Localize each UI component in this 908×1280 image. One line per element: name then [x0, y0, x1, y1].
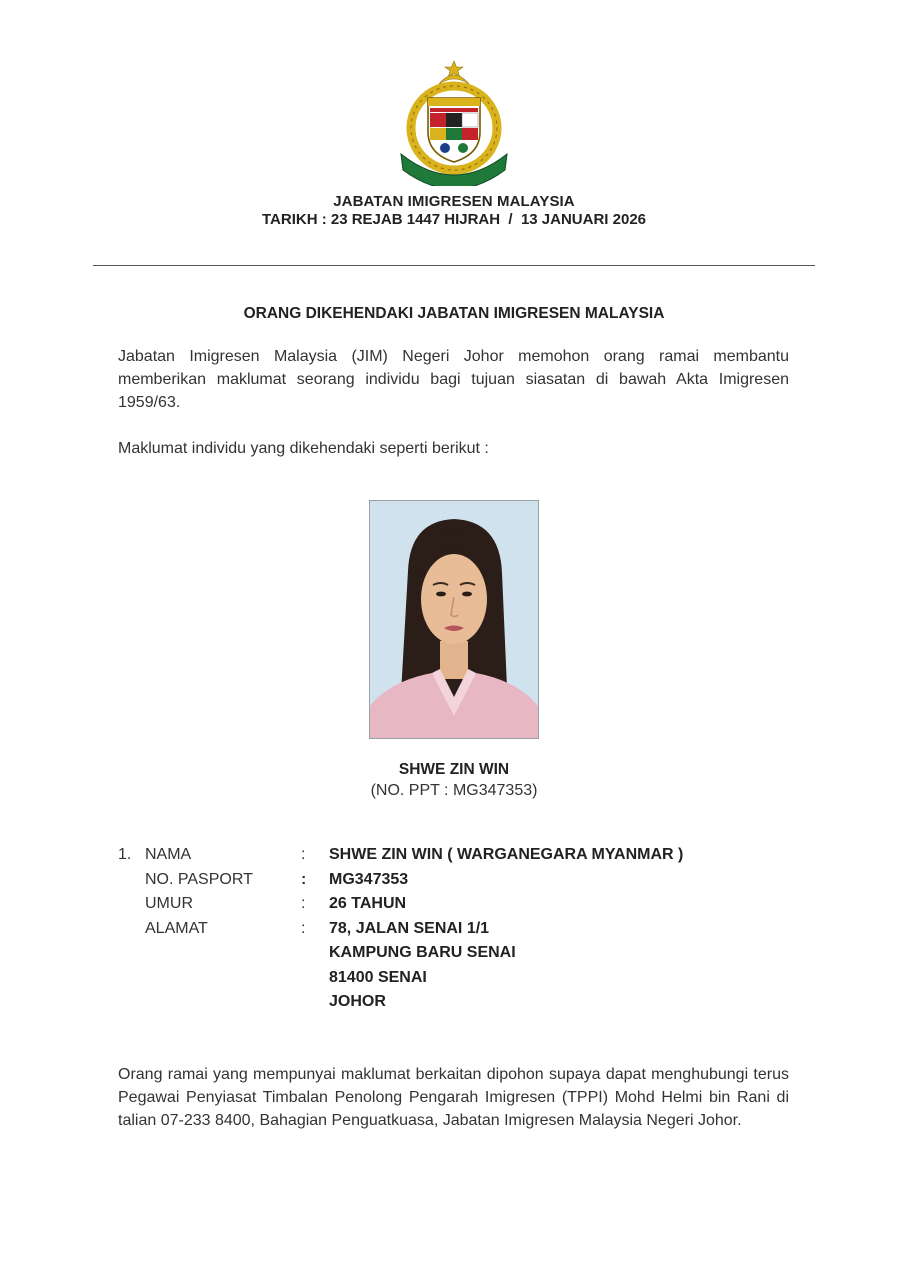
detail-colon: : — [301, 846, 306, 863]
detail-value: SHWE ZIN WIN ( WARGANEGARA MYANMAR ) — [329, 846, 684, 863]
divider — [93, 265, 815, 266]
item-number: 1. — [118, 846, 132, 863]
subject-passport-caption: (NO. PPT : MG347353) — [370, 782, 538, 799]
address-line — [118, 944, 798, 969]
detail-value: 26 TAHUN — [329, 895, 407, 912]
detail-colon: : — [301, 919, 306, 937]
subject-photo — [369, 500, 539, 739]
detail-row-address — [118, 920, 798, 945]
closing-paragraph: Orang ramai yang mempunyai maklumat berkaitan dipohon supaya dapat menghubungi terus Pegawai Penyiasat Timbalan Penolong Pengarah Imigresen (TPPI) Mohd Helmi bin Rani di talian 07-233 8400, Bahagian Penguatkuasa, Jabatan Imigresen Malaysia Negeri Johor. — [118, 1066, 789, 1129]
detail-row-age — [118, 895, 798, 920]
detail-label: UMUR — [145, 895, 193, 912]
detail-colon: : — [301, 895, 306, 912]
detail-label: NAMA — [145, 846, 192, 863]
notice-title: ORANG DIKEHENDAKI JABATAN IMIGRESEN MALAYSIA — [243, 305, 665, 322]
detail-value: 78, JALAN SENAI 1/1 — [329, 919, 490, 937]
intro-paragraph: Jabatan Imigresen Malaysia (JIM) Negeri Johor memohon orang ramai membantu memberikan maklumat seorang individu bagi tujuan siasatan di bawah Akta Imigresen 1959/63. — [118, 348, 789, 411]
address-line — [118, 969, 798, 994]
subject-name-caption: SHWE ZIN WIN — [398, 761, 510, 778]
date-line: TARIKH : 23 REJAB 1447 HIJRAH / 13 JANUARI 2026 — [261, 211, 647, 228]
detail-colon: : — [301, 870, 307, 888]
address-line-text: JOHOR — [329, 993, 386, 1010]
lead-paragraph: Maklumat individu yang dikehendaki seperti berikut : — [118, 440, 489, 457]
immigration-crest-logo — [395, 58, 513, 186]
detail-label: ALAMAT — [145, 919, 208, 937]
detail-label: NO. PASPORT — [145, 870, 253, 888]
address-line-text: KAMPUNG BARU SENAI — [329, 944, 516, 961]
detail-value: MG347353 — [329, 870, 409, 888]
subject-details — [118, 846, 798, 1018]
address-line-text: 81400 SENAI — [329, 968, 427, 986]
detail-row-name — [118, 846, 798, 871]
address-line — [118, 993, 798, 1018]
detail-row-passport — [118, 871, 798, 896]
agency-heading: JABATAN IMIGRESEN MALAYSIA — [333, 193, 575, 210]
